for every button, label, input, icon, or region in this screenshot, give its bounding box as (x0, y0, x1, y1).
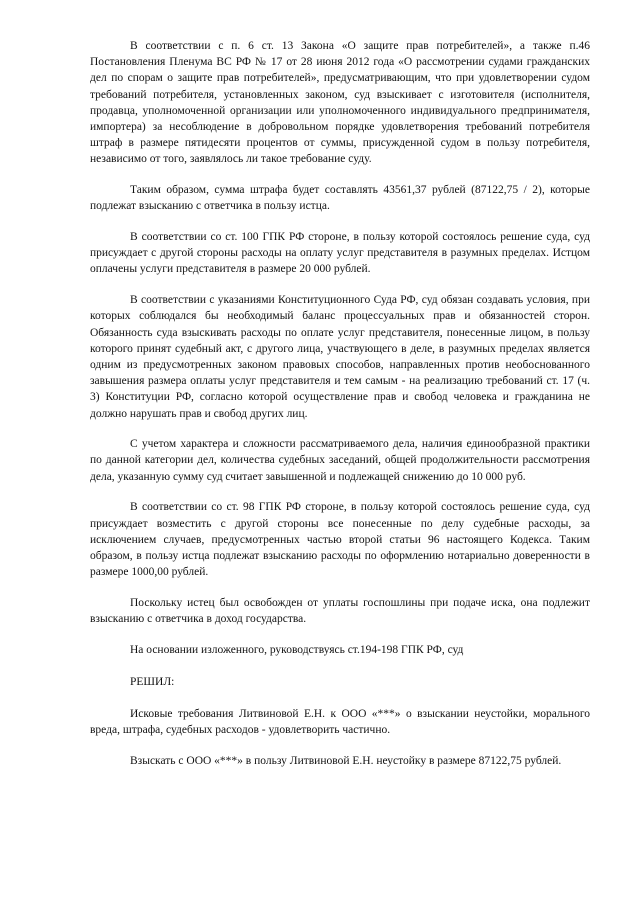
paragraph-claims-partially-granted: Исковые требования Литвиновой Е.Н. к ООО «***» о взыскании неустойки, морального вреда, штрафа, судебных расходов - удовлетворить частично. (90, 708, 590, 737)
paragraph-cost-reduction: С учетом характера и сложности рассматриваемого дела, наличия единообразной практики по данной категории дел, количества судебных заседаний, общей продолжительности рассмотрения дела, указанную сумму суд считает завышенной и подлежащей снижению до 10 000 руб. (90, 438, 590, 483)
paragraph-legal-basis: На основании изложенного, руководствуясь ст.194-198 ГПК РФ, суд (130, 643, 464, 656)
paragraph-recover-penalty: Взыскать с ООО «***» в пользу Литвиновой Е.Н. неустойку в размере 87122,75 рублей. (130, 755, 562, 768)
paragraph-constitutional-court: В соответствии с указаниями Конституционного Суда РФ, суд обязан создавать условия, при которых соблюдался бы необходимый баланс процессуальных прав и обязанностей сторон. Обязанность суда взыскивать расходы по оплате услуг представителя, понесенные лицом, в пользу которого принят судебный акт, с другого лица, участвующего в деле, в разумных пределах является одним из предусмотренных законом правовых способов, направленных против необоснованного завышения размера оплаты услуг представителя и тем самым - на реализацию требований ст. 17 (ч. 3) Конституции РФ, согласно которой осуществление прав и свобод человека и гражданина не должно нарушать прав и свобод других лиц. (90, 294, 590, 420)
document-body (90, 38, 590, 784)
paragraph-consumer-fine-law: В соответствии с п. 6 ст. 13 Закона «О защите прав потребителей», а также п.46 Постановления Пленума ВС РФ № 17 от 28 июня 2012 года «О рассмотрении судами гражданских дел по спорам о защите прав потребителей», предусматривающим, что при удовлетворении судом требований потребителя, установленных законом, суд взыскивает с изготовителя (исполнителя, продавца, уполномоченной организации или уполномоченного индивидуального предпринимателя, импортера) за несоблюдение в добровольном порядке удовлетворения требований потребителя штраф в размере пятидесяти процентов от суммы, присужденной судом в пользу потребителя, независимо от того, заявлялось ли такое требование суду. (90, 40, 590, 166)
decision-heading: РЕШИЛ: (130, 676, 175, 688)
paragraph-state-duty: Поскольку истец был освобожден от уплаты госпошлины при подаче иска, она подлежит взысканию с ответчика в доход государства. (90, 596, 590, 626)
paragraph-court-expenses: В соответствии со ст. 98 ГПК РФ стороне, в пользу которой состоялось решение суда, суд присуждает возместить с другой стороны все понесенные по делу судебные расходы, за исключением случаев, предусмотренных частью второй статьи 96 настоящего Кодекса. Таким образом, в пользу истца подлежат взысканию расходы по оформлению нотариально доверенности в размере 1000,00 рублей. (90, 501, 590, 579)
paragraph-fine-amount: Таким образом, сумма штрафа будет составлять 43561,37 рублей (87122,75 / 2), которые подлежат взысканию с ответчика в пользу истца. (90, 184, 590, 213)
paragraph-representative-costs: В соответствии со ст. 100 ГПК РФ стороне, в пользу которой состоялось решение суда, суд присуждает с другой стороны расходы на оплату услуг представителя в разумных пределах. Истцом оплачены услуги представителя в размере 20 000 рублей. (90, 231, 590, 276)
